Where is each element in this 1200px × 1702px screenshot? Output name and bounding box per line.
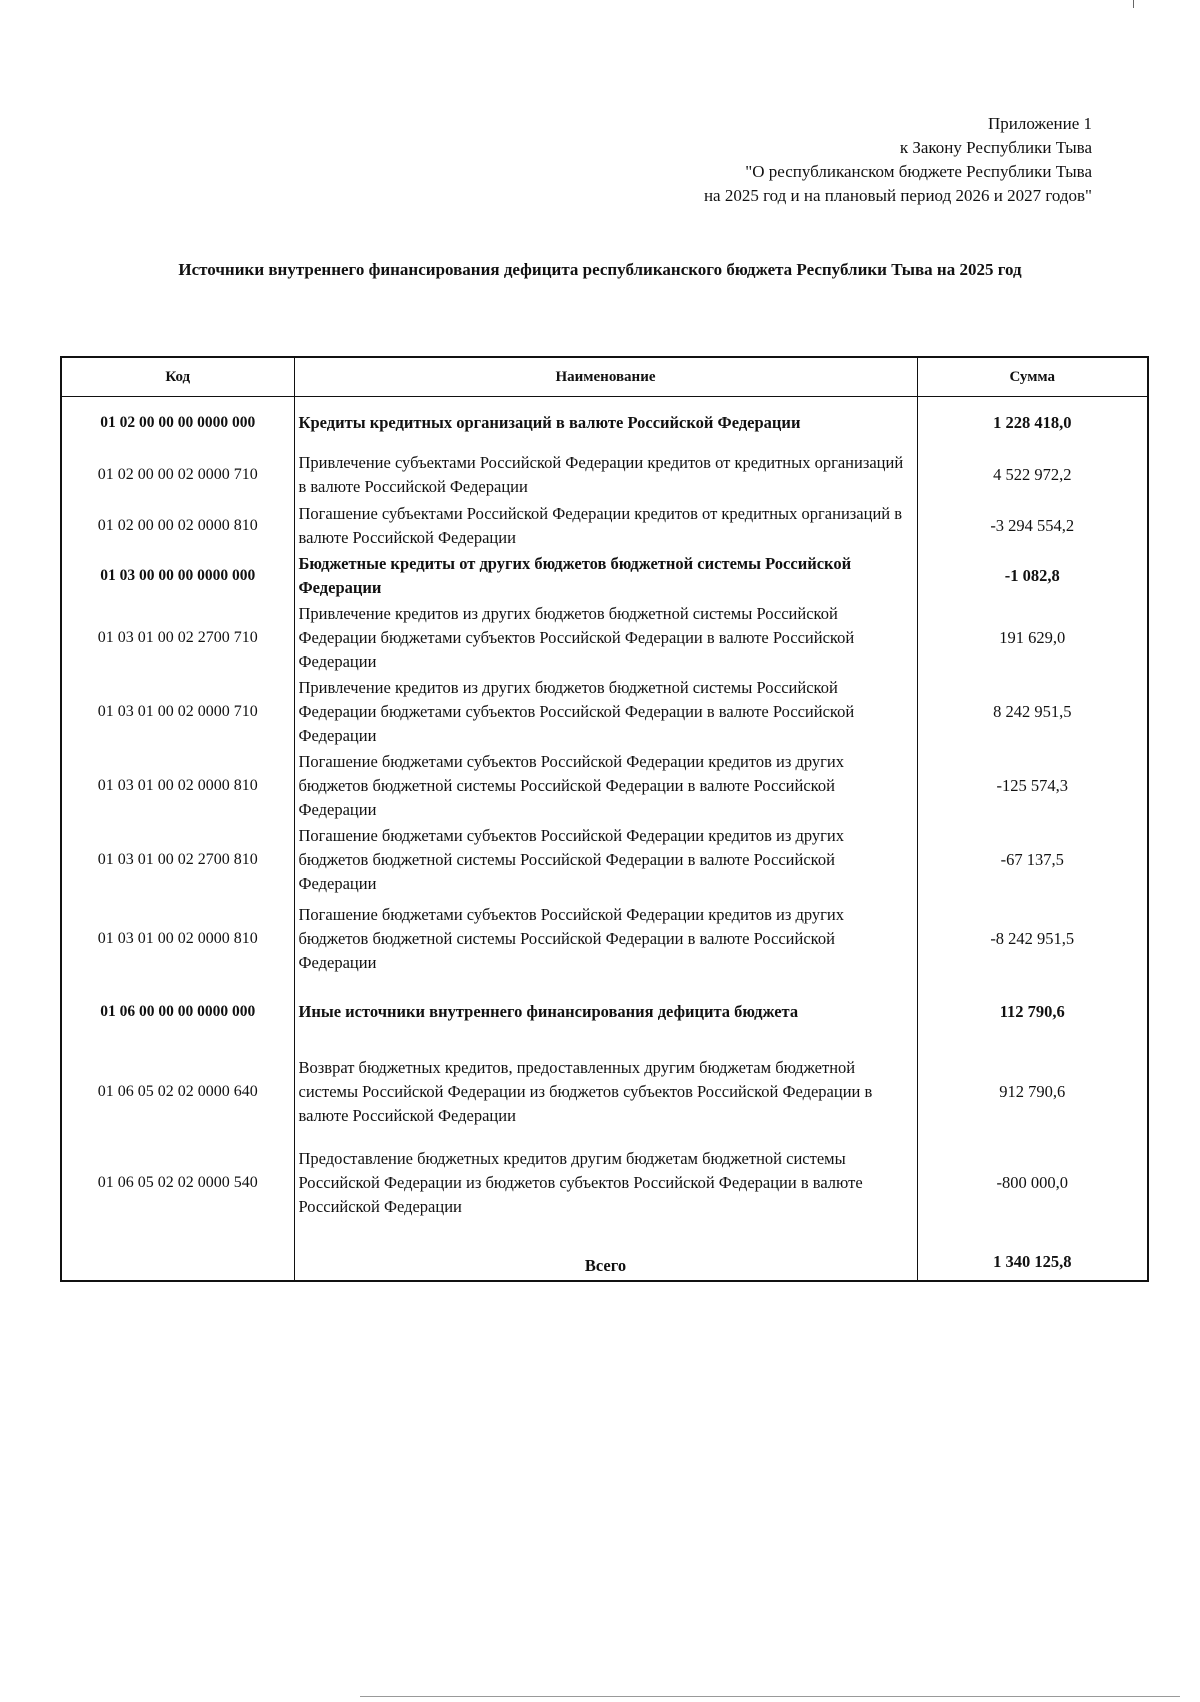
row-code: 01 03 00 00 00 0000 000 bbox=[61, 551, 294, 601]
row-name: Погашение субъектами Российской Федерации кредитов от кредитных организаций в валюте Российской Федерации bbox=[294, 501, 917, 551]
row-name: Привлечение кредитов из других бюджетов бюджетной системы Российской Федерации бюджетами субъектов Российской Федерации в валюте Российской Федерации bbox=[294, 601, 917, 675]
appendix-line-3: "О республиканском бюджете Республики Тыва bbox=[745, 162, 1092, 181]
table-row bbox=[61, 1141, 1148, 1225]
row-sum: 112 790,6 bbox=[917, 981, 1148, 1043]
table-row bbox=[61, 449, 1148, 501]
table-row bbox=[61, 823, 1148, 897]
table-row bbox=[61, 601, 1148, 675]
table-row bbox=[61, 981, 1148, 1043]
table-row bbox=[61, 551, 1148, 601]
table-row bbox=[61, 397, 1148, 449]
header-sum: Сумма bbox=[917, 357, 1148, 397]
header-name: Наименование bbox=[294, 357, 917, 397]
row-sum: -1 082,8 bbox=[917, 551, 1148, 601]
row-sum: -67 137,5 bbox=[917, 823, 1148, 897]
table-row bbox=[61, 897, 1148, 981]
row-name: Возврат бюджетных кредитов, предоставленных другим бюджетам бюджетной системы Российской Федерации из бюджетов субъектов Российской Федерации в валюте Российской Федерации bbox=[294, 1043, 917, 1141]
total-label: Всего bbox=[294, 1225, 917, 1281]
appendix-line-4: на 2025 год и на плановый период 2026 и 2027 годов" bbox=[703, 186, 1092, 205]
row-name: Предоставление бюджетных кредитов другим бюджетам бюджетной системы Российской Федерации из бюджетов субъектов Российской Федерации в валюте Российской Федерации bbox=[294, 1141, 917, 1225]
row-sum: -125 574,3 bbox=[917, 749, 1148, 823]
row-name: Привлечение субъектами Российской Федерации кредитов от кредитных организаций в валюте Российской Федерации bbox=[294, 449, 917, 501]
document-title: Источники внутреннего финансирования дефицита республиканского бюджета Республики Тыва на 2025 год bbox=[178, 260, 1022, 279]
row-code: 01 03 01 00 02 0000 710 bbox=[61, 675, 294, 749]
row-code: 01 02 00 00 00 0000 000 bbox=[61, 397, 294, 449]
row-sum: 1 228 418,0 bbox=[917, 397, 1148, 449]
row-sum: 4 522 972,2 bbox=[917, 449, 1148, 501]
row-sum: 191 629,0 bbox=[917, 601, 1148, 675]
row-code: 01 03 01 00 02 2700 810 bbox=[61, 823, 294, 897]
row-sum: -8 242 951,5 bbox=[917, 897, 1148, 981]
total-sum: 1 340 125,8 bbox=[917, 1225, 1148, 1281]
row-name: Иные источники внутреннего финансирования дефицита бюджета bbox=[294, 981, 917, 1043]
table-total-row bbox=[61, 1225, 1148, 1281]
row-code: 01 02 00 00 02 0000 810 bbox=[61, 501, 294, 551]
table-row bbox=[61, 675, 1148, 749]
row-sum: -3 294 554,2 bbox=[917, 501, 1148, 551]
footer-rule bbox=[360, 1696, 1180, 1697]
scan-corner-mark bbox=[1133, 0, 1134, 8]
row-sum: 912 790,6 bbox=[917, 1043, 1148, 1141]
table-row bbox=[61, 501, 1148, 551]
total-code-empty bbox=[61, 1225, 294, 1281]
table-row bbox=[61, 749, 1148, 823]
appendix-line-2: к Закону Республики Тыва bbox=[899, 138, 1092, 157]
row-code: 01 06 00 00 00 0000 000 bbox=[61, 981, 294, 1043]
row-name: Погашение бюджетами субъектов Российской Федерации кредитов из других бюджетов бюджетной системы Российской Федерации в валюте Российской Федерации bbox=[294, 823, 917, 897]
appendix-note bbox=[704, 112, 1092, 208]
row-code: 01 03 01 00 02 0000 810 bbox=[61, 897, 294, 981]
row-name: Погашение бюджетами субъектов Российской Федерации кредитов из других бюджетов бюджетной системы Российской Федерации в валюте Российской Федерации bbox=[294, 897, 917, 981]
row-code: 01 03 01 00 02 2700 710 bbox=[61, 601, 294, 675]
header-code: Код bbox=[61, 357, 294, 397]
row-name: Погашение бюджетами субъектов Российской Федерации кредитов из других бюджетов бюджетной системы Российской Федерации в валюте Российской Федерации bbox=[294, 749, 917, 823]
row-sum: -800 000,0 bbox=[917, 1141, 1148, 1225]
row-name: Привлечение кредитов из других бюджетов бюджетной системы Российской Федерации бюджетами субъектов Российской Федерации в валюте Российской Федерации bbox=[294, 675, 917, 749]
row-code: 01 03 01 00 02 0000 810 bbox=[61, 749, 294, 823]
row-sum: 8 242 951,5 bbox=[917, 675, 1148, 749]
row-code: 01 06 05 02 02 0000 540 bbox=[61, 1141, 294, 1225]
table-header-row bbox=[61, 357, 1148, 397]
row-code: 01 06 05 02 02 0000 640 bbox=[61, 1043, 294, 1141]
table-row bbox=[61, 1043, 1148, 1141]
row-name: Кредиты кредитных организаций в валюте Российской Федерации bbox=[294, 397, 917, 449]
row-name: Бюджетные кредиты от других бюджетов бюджетной системы Российской Федерации bbox=[294, 551, 917, 601]
financing-sources-table bbox=[60, 356, 1149, 1282]
appendix-line-1: Приложение 1 bbox=[988, 114, 1092, 133]
row-code: 01 02 00 00 02 0000 710 bbox=[61, 449, 294, 501]
